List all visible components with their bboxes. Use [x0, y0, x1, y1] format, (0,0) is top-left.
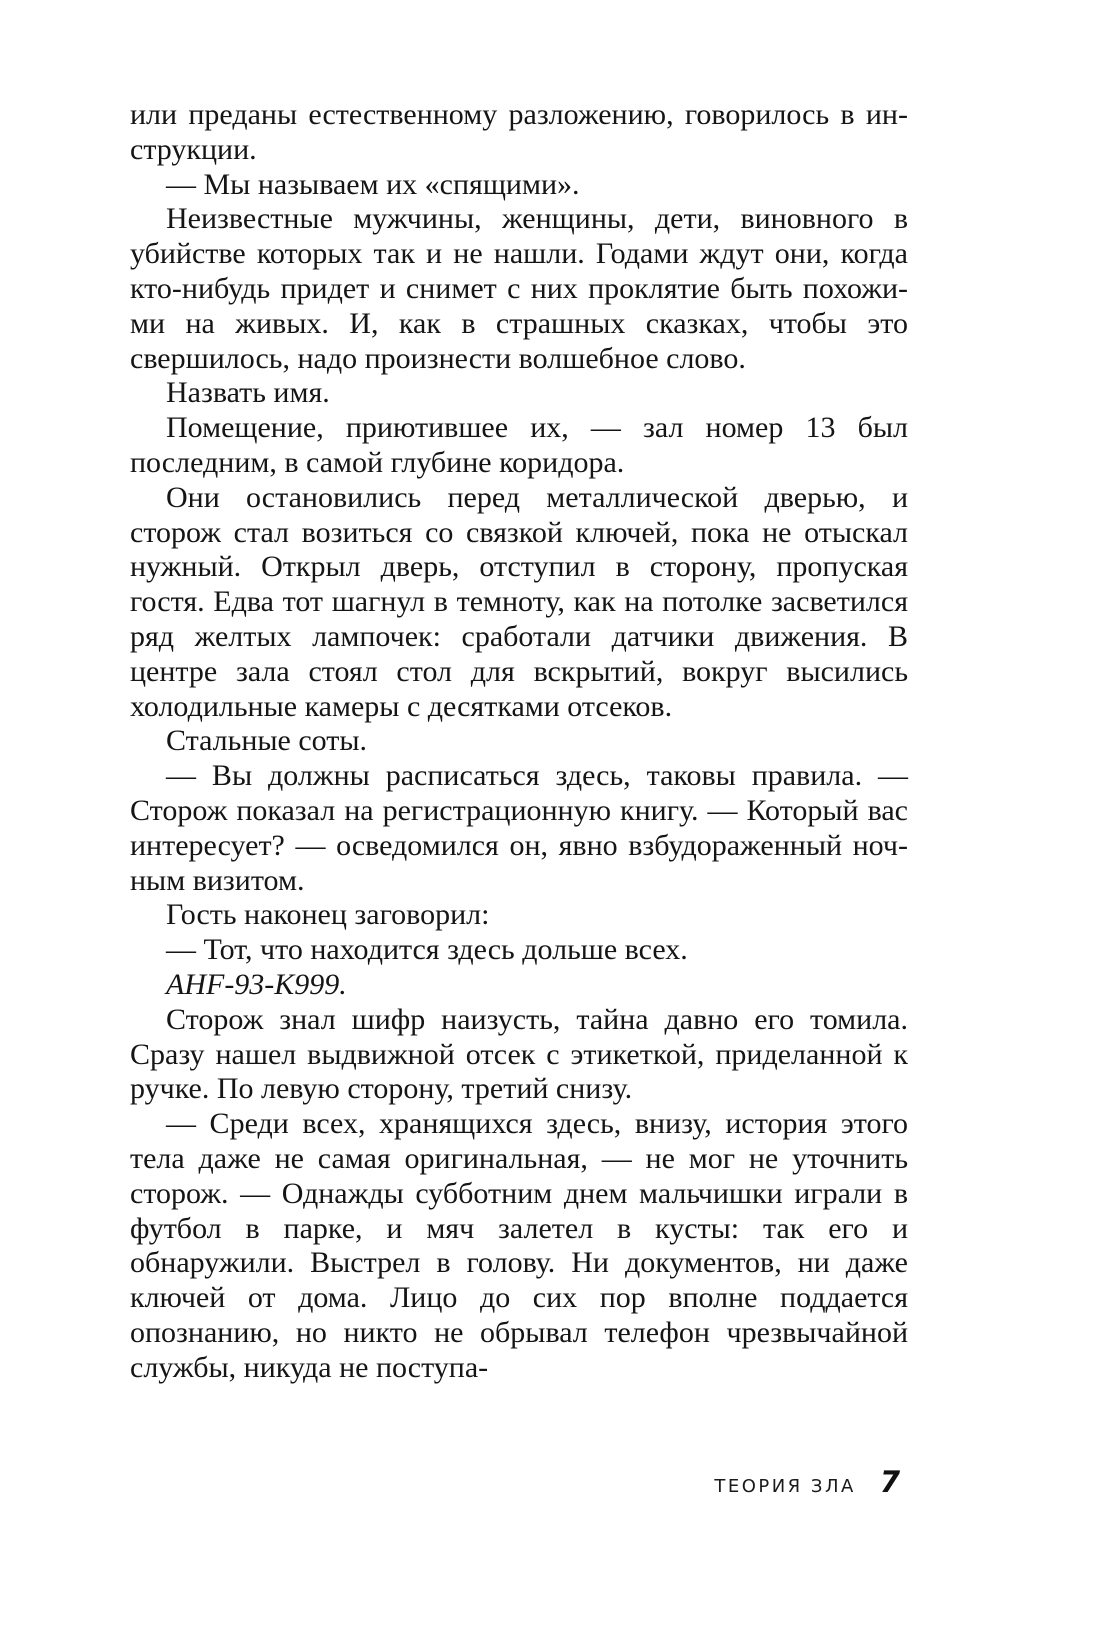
- running-title: ТЕОРИЯ ЗЛА: [714, 1476, 856, 1497]
- page-body: [130, 98, 908, 1385]
- paragraph: Они остановились перед металлической дверью, и сторож стал возиться со связкой ключей, пока не отыскал нужный. Открыл дверь, отступил в сторону, пропуская гостя. Едва тот шагнул в темноту, как на потолке засветился ряд желтых лампочек: сработали датчики движения. В центре зала стоял стол для вскрытий, вокруг высились холодильные камеры с десятками отсеков.: [130, 480, 908, 723]
- page-footer: [714, 1465, 900, 1499]
- paragraph: — Тот, что находится здесь дольше всех.: [166, 933, 688, 967]
- paragraph: — Мы называем их «спящими».: [166, 167, 580, 201]
- paragraph: Назвать имя.: [166, 376, 330, 410]
- paragraph: или преданы естественному разложению, говорилось в инструкции.: [130, 98, 908, 166]
- paragraph: — Вы должны расписаться здесь, таковы правила. — Сторож показал на регистрационную книгу. — Который вас интересует? — осведомился он, явно взбудораженный ночным визитом.: [130, 759, 908, 897]
- paragraph: Стальные соты.: [166, 724, 368, 758]
- paragraph: Сторож знал шифр наизусть, тайна давно его томила. Сразу нашел выдвижной отсек с этикеткой, приделанной к ручке. По левую сторону, третий снизу.: [130, 1002, 908, 1106]
- page-number: 7: [879, 1465, 900, 1499]
- code-paragraph: AHF-93-K999.: [166, 967, 347, 1001]
- paragraph: Гость наконец заговорил:: [166, 898, 490, 932]
- paragraph: Неизвестные мужчины, женщины, дети, виновного в убийстве которых так и не нашли. Годами ждут они, когда кто-нибудь придет и снимет с них проклятие быть похожими на живых. И, как в страшных сказках, чтобы это свершилось, надо произнести волшебное слово.: [130, 202, 908, 375]
- paragraph: Помещение, приютившее их, — зал номер 13 был последним, в самой глубине коридора.: [130, 411, 908, 479]
- paragraph: — Среди всех, хранящихся здесь, внизу, история этого тела даже не самая оригинальная, — не мог не уточнить сторож. — Однажды субботним днем мальчишки играли в футбол в парке, и мяч залетел в кусты: так его и обнаружили. Выстрел в голову. Ни документов, ни даже ключей от дома. Лицо до сих пор вполне поддается опознанию, но никто не обрывал телефон чрезвычайной службы, никуда не поступа-: [130, 1107, 908, 1384]
- body-text: [130, 98, 908, 1385]
